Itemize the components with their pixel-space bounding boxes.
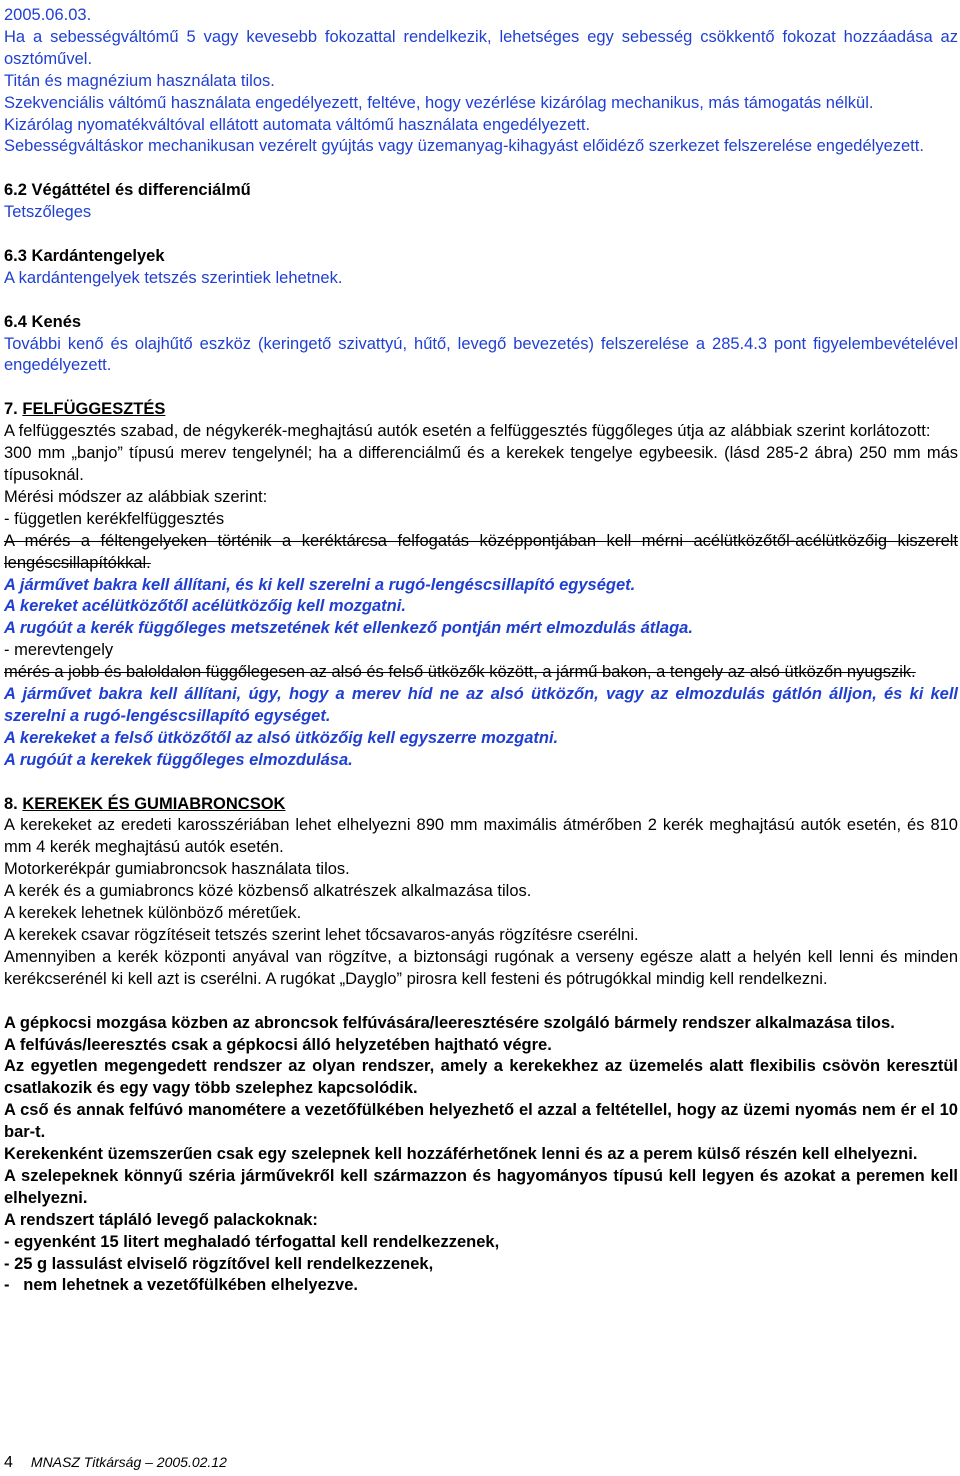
section-6-4-text: További kenő és olajhűtő eszköz (keringető szivattyú, hűtő, levegő bevezetés) felszerelése a 285.4.3 pont figyelembevételével engedélyezett. [4,334,958,375]
section-8-para-5: A kerekek csavar rögzítéseit tetszés szerint lehet tőcsavaros-anyás rögzítésre cserélni. [4,925,639,944]
gearbox-para-5: Sebességváltáskor mechanikusan vezérelt gyújtás vagy üzemanyag-kihagyást előidéző szerkezet felszerelése engedélyezett. [4,137,924,156]
page-number: 4 [4,1454,13,1471]
section-7-para-3: Mérési módszer az alábbiak szerint: [4,487,268,506]
gearbox-para-2: Titán és magnézium használata tilos. [4,71,275,90]
inflation-list-item-2: - 25 g lassulást elviselő rögzítővel kell rendelkezzenek, [4,1254,434,1273]
gearbox-para-1: Ha a sebességváltómű 5 vagy kevesebb fokozattal rendelkezik, lehetséges egy sebesség csökkentő fokozat hozzáadása az osztóművel. [4,27,958,68]
section-7-struck-para-2: mérés a jobb és baloldalon függőlegesen az alsó és felső ütközők között, a jármű bakon, a tengely az alsó ütközőn nyugszik. [4,663,916,682]
gearbox-para-4: Kizárólag nyomatékváltóval ellátott automata váltómű használata engedélyezett. [4,115,591,134]
section-6-2-text: Tetszőleges [4,203,92,222]
inflation-para-6: A szelepeknek könnyű széria járművekről kell származzon és hagyományos típusú kell legyen és azokat a peremen kell elhelyezni. [4,1166,958,1207]
section-7-amend-6: A rugóút a kerekek függőleges elmozdulása. [4,750,353,769]
section-6-2-heading: 6.2 Végáttétel és differenciálmű [4,181,251,200]
section-8-heading: 8. KEREKEK ÉS GUMIABRONCSOK [4,794,286,813]
header-date: 2005.06.03. [4,6,92,24]
section-6-3-text: A kardántengelyek tetszés szerintiek lehetnek. [4,268,343,287]
section-8-para-6: Amennyiben a kerék központi anyával van rögzítve, a biztonsági rugónak a verseny egésze alatt a helyén kell lenni és minden kerékcserénél ki kell azt is cserélni. A rugókat „Dayglo” pirosra kell festeni és pótrugókkal mindig kell rendelkezni. [4,947,958,988]
section-7-amend-4: A járművet bakra kell állítani, úgy, hogy a merev híd ne az alsó ütközőn, vagy az elmozdulás gátlón álljon, és ki kell szerelni a rugó-lengéscsillapító egységet. [4,685,958,725]
inflation-list-item-3: - nem lehetnek a vezetőfülkében elhelyezve. [4,1276,358,1295]
inflation-para-1: A gépkocsi mozgása közben az abroncsok felfúvására/leeresztésére szolgáló bármely rendszer alkalmazása tilos. [4,1013,895,1032]
section-7-amend-5: A kerekeket a felső ütközőtől az alsó ütközőig kell egyszerre mozgatni. [4,728,559,747]
document-body [4,5,958,1297]
inflation-para-3: Az egyetlen megengedett rendszer az olyan rendszer, amely a kerekekhez az üzemelés alatt flexibilis csövön keresztül csatlakozik és egy vagy több szelephez kapcsolódik. [4,1057,958,1098]
section-6-3-heading: 6.3 Kardántengelyek [4,246,165,265]
gearbox-para-3: Szekvenciális váltómű használata engedélyezett, feltéve, hogy vezérlése kizárólag mechanikus, más támogatás nélkül. [4,93,874,112]
section-7-para-2: 300 mm „banjo” típusú merev tengelynél; ha a differenciálmű és a kerekek tengelye egybeesik. (lásd 285-2 ábra) 250 mm más típusoknál. [4,444,958,484]
section-7-amend-3: A rugóút a kerék függőleges metszetének két ellenkező pontján mért elmozdulás átlaga. [4,619,693,638]
inflation-para-7: A rendszert tápláló levegő palackoknak: [4,1210,318,1229]
section-7-struck-para-1: A mérés a féltengelyeken történik a keréktárcsa felfogatás középpontjában kell mérni acélütközőtől-acélütközőig kiszerelt lengéscsillapítókkal. [4,531,958,572]
inflation-para-4: A cső és annak felfúvó manométere a vezetőfülkében helyezhető el azzal a feltétellel, hogy az üzemi nyomás nem ér el 10 bar-t. [4,1101,958,1142]
section-7-amend-1: A járművet bakra kell állítani, és ki kell szerelni a rugó-lengéscsillapító egységet. [4,575,636,594]
section-7-para-1: A felfüggesztés szabad, de négykerék-meghajtású autók esetén a felfüggesztés függőleges útja az alábbiak szerint korlátozott: [4,422,931,441]
section-7-para-4: - független kerékfelfüggesztés [4,509,225,528]
section-8-para-3: A kerék és a gumiabroncs közé közbenső alkatrészek alkalmazása tilos. [4,882,532,901]
footer-text: MNASZ Titkárság – 2005.02.12 [30,1454,227,1470]
inflation-para-2: A felfúvás/leeresztés csak a gépkocsi álló helyzetében hajtható végre. [4,1035,552,1054]
section-7-para-9: - merevtengely [4,641,114,660]
section-8-para-4: A kerekek lehetnek különböző méretűek. [4,904,302,923]
section-7-amend-2: A kereket acélütközőtől acélütközőig kell mozgatni. [4,597,406,616]
section-8-para-2: Motorkerékpár gumiabroncsok használata tilos. [4,860,350,879]
inflation-para-5: Kerekenként üzemszerűen csak egy szelepnek kell hozzáférhetőnek lenni és az a perem külső részén kell elhelyezni. [4,1145,918,1164]
section-7-heading: 7. FELFÜGGESZTÉS [4,400,166,419]
section-6-4-heading: 6.4 Kenés [4,312,82,331]
page-footer [4,1454,227,1472]
section-8-para-1: A kerekeket az eredeti karosszériában lehet elhelyezni 890 mm maximális átmérőben 2 kerék meghajtású autók esetén, és 810 mm 4 kerék meghajtású autók esetén. [4,816,958,857]
inflation-list-item-1: - egyenként 15 litert meghaladó térfogattal kell rendelkezzenek, [4,1232,500,1251]
